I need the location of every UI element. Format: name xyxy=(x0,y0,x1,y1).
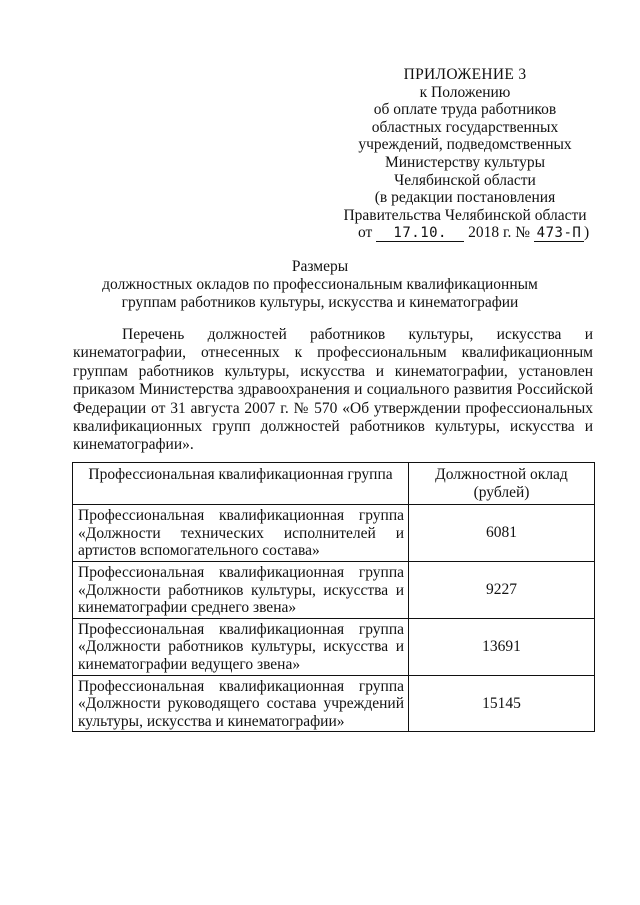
table-row xyxy=(73,675,595,732)
appendix-header xyxy=(340,66,590,242)
appendix-line: к Положению xyxy=(419,83,511,101)
table-row xyxy=(73,561,595,618)
appendix-line: Министерству культуры xyxy=(384,153,546,171)
closing-paren: ) xyxy=(583,224,590,242)
group-cell: Профессиональная квалификационная группа «Должности работников культуры, искусства и кинематографии среднего звена» xyxy=(73,561,409,618)
appendix-line: Правительства Челябинской области xyxy=(343,206,587,224)
body-paragraph: Перечень должностей работников культуры, искусства и кинематографии, отнесенных к профессиональным квалификационным группам работников культуры, искусства и кинематографии, установлен приказом Министерства здравоохранения и социального развития Российской Федерации от 31 августа 2007 г. № 570 «Об утверждении профессиональных квалификационных групп должностей работников культуры, искусства и кинематографии». xyxy=(73,326,593,454)
salary-cell: 15145 xyxy=(409,675,595,732)
heading-line: должностных окладов по профессиональным квалификационным xyxy=(102,276,538,293)
group-cell: Профессиональная квалификационная группа «Должности работников культуры, искусства и кинематографии ведущего звена» xyxy=(73,618,409,675)
group-cell: Профессиональная квалификационная группа «Должности технических исполнителей и артистов вспомогательного состава» xyxy=(73,505,409,562)
heading-title: Размеры xyxy=(291,258,349,275)
table-row xyxy=(73,505,595,562)
heading-line: группам работников культуры, искусства и кинематографии xyxy=(121,294,519,311)
salary-cell: 9227 xyxy=(409,561,595,618)
resolution-date-line xyxy=(340,224,590,242)
salary-table xyxy=(72,462,595,732)
appendix-line: об оплате труда работников xyxy=(373,101,557,119)
year-text: 2018 г. № xyxy=(468,224,531,242)
date-prefix: от xyxy=(358,224,373,242)
resolution-date: 17.10. xyxy=(376,226,464,242)
table-row xyxy=(73,618,595,675)
salary-cell: 13691 xyxy=(409,618,595,675)
appendix-line: (в редакции постановления xyxy=(374,189,556,207)
column-header-salary: Должностной оклад (рублей) xyxy=(409,463,595,505)
resolution-number: 473-П xyxy=(534,226,584,242)
appendix-line: учреждений, подведомственных xyxy=(358,136,572,154)
appendix-line: областных государственных xyxy=(371,118,559,136)
salary-cell: 6081 xyxy=(409,505,595,562)
appendix-line: Челябинской области xyxy=(394,171,536,189)
appendix-title: ПРИЛОЖЕНИЕ 3 xyxy=(403,66,527,83)
column-header-group: Профессиональная квалификационная группа xyxy=(73,463,409,505)
document-heading xyxy=(60,258,580,312)
group-cell: Профессиональная квалификационная группа «Должности руководящего состава учреждений культуры, искусства и кинематографии» xyxy=(73,675,409,732)
table-header-row xyxy=(73,463,595,505)
